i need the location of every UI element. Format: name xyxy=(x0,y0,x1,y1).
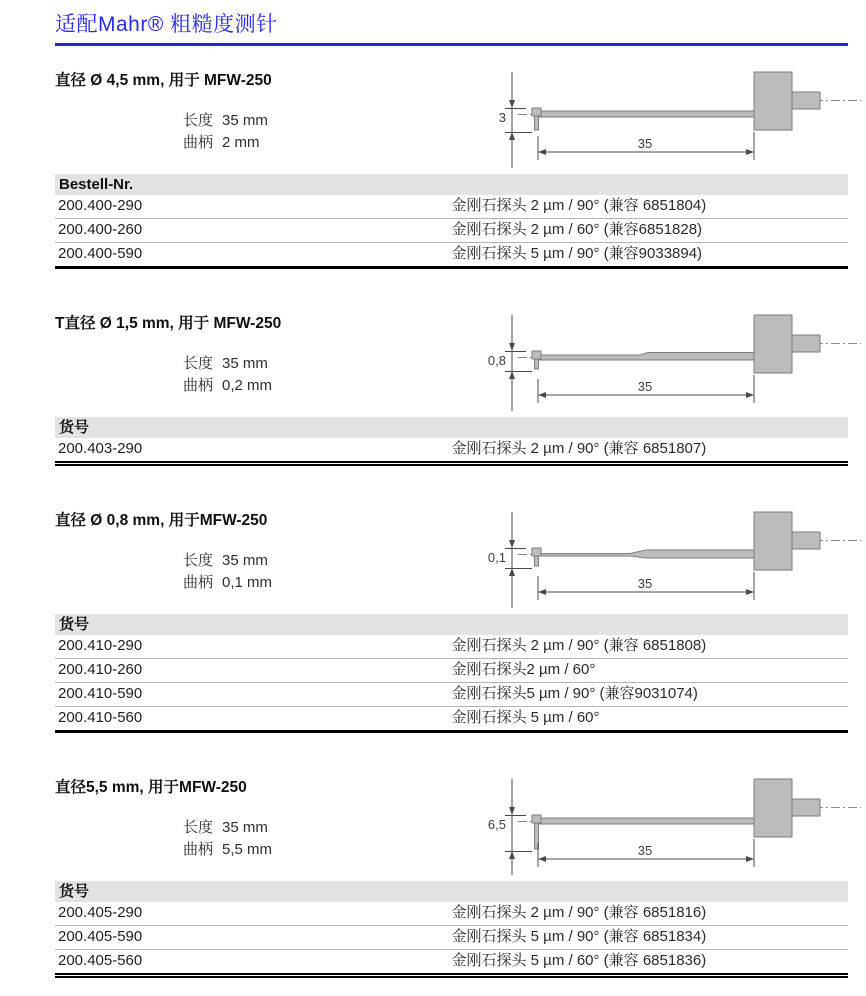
probe-shaft xyxy=(536,818,754,824)
holder-block xyxy=(754,512,792,570)
holder-stub xyxy=(792,335,820,352)
spec-crank-label: 曲柄 xyxy=(183,377,214,394)
probe-description: 金刚石探头 5 µm / 90° (兼容9033894) xyxy=(452,243,849,268)
table-row xyxy=(55,195,848,219)
table-row xyxy=(55,926,848,950)
dim-arrow-down xyxy=(509,540,515,548)
tip-diameter-dim-label: 0,8 xyxy=(487,353,506,368)
product-section xyxy=(55,512,848,733)
order-number: 200.405-560 xyxy=(55,950,452,976)
tip-diameter-dim-label: 6,5 xyxy=(487,817,506,832)
probe-description: 金刚石探头 2 µm / 90° (兼容 6851816) xyxy=(451,904,707,921)
probe-shaft xyxy=(536,550,754,558)
holder-stub xyxy=(792,92,820,109)
dim-arrow-up xyxy=(505,132,532,140)
table-row xyxy=(55,902,848,926)
product-section xyxy=(55,779,848,978)
table-row xyxy=(55,635,848,659)
spec-crank-value: 0,1 mm xyxy=(222,574,273,591)
section-heading: 直径 Ø 4,5 mm, 用于 MFW-250 xyxy=(55,72,272,89)
tip-diameter-dim-label: 0,1 xyxy=(487,550,506,565)
probe-description: 金刚石探头 5 µm / 90° (兼容 6851834) xyxy=(452,926,849,950)
tip-collar xyxy=(532,351,541,359)
order-number: 200.410-260 xyxy=(55,659,452,683)
length-dim-label: 35 xyxy=(637,576,653,591)
probe-technical-drawing xyxy=(482,60,862,172)
length-dim-label: 35 xyxy=(637,136,653,151)
table-body xyxy=(55,438,848,464)
table-row xyxy=(55,707,848,732)
spec-length-value: 35 mm xyxy=(222,552,268,569)
tip-needle xyxy=(535,359,539,369)
tip-collar xyxy=(532,548,541,556)
parts-table xyxy=(55,614,848,733)
table-row xyxy=(55,950,848,976)
probe-technical-drawing xyxy=(482,303,862,415)
table-header-row xyxy=(55,417,848,438)
spec-length-label: 长度 xyxy=(183,819,214,836)
page-title: 适配Mahr® 粗糙度测针 xyxy=(55,8,848,46)
spec-crank-value: 5,5 mm xyxy=(222,841,273,858)
probe-description: 金刚石探头 2 µm / 90° (兼容 6851804) xyxy=(451,197,707,214)
probe-description: 金刚石探头 5 µm / 60° xyxy=(452,707,849,732)
spec-length-value: 35 mm xyxy=(222,112,268,129)
section-heading: 直径 Ø 0,8 mm, 用于MFW-250 xyxy=(55,512,268,529)
probe-description: 金刚石探头2 µm / 60° xyxy=(452,659,849,683)
spec-length-label: 长度 xyxy=(183,355,214,372)
product-section xyxy=(55,315,848,466)
spec-length-label: 长度 xyxy=(183,552,214,569)
dim-arrow-up xyxy=(505,851,532,859)
dim-arrow-down xyxy=(509,807,515,815)
table-row xyxy=(55,659,848,683)
length-dim-label: 35 xyxy=(637,379,653,394)
dim-arrow-down xyxy=(509,343,515,351)
dim-arrow-down xyxy=(509,100,515,108)
table-header-row xyxy=(55,881,848,902)
table-header-label: 货号 xyxy=(55,881,848,902)
probe-shaft xyxy=(536,353,754,361)
probe-description: 金刚石探头 2 µm / 60° (兼容6851828) xyxy=(452,219,849,243)
order-number: 200.410-560 xyxy=(55,707,452,732)
product-section xyxy=(55,72,848,269)
table-header-row xyxy=(55,174,848,195)
probe-description: 金刚石探头5 µm / 90° (兼容9031074) xyxy=(452,683,849,707)
section-heading: 直径5,5 mm, 用于MFW-250 xyxy=(55,779,247,796)
parts-table xyxy=(55,881,848,978)
probe-technical-drawing xyxy=(482,500,862,612)
table-body xyxy=(55,195,848,268)
spec-crank-label: 曲柄 xyxy=(183,841,214,858)
table-row xyxy=(55,219,848,243)
table-header-label: Bestell-Nr. xyxy=(55,174,848,195)
spec-crank-value: 0,2 mm xyxy=(222,377,273,394)
length-dim-label: 35 xyxy=(637,843,653,858)
order-number: 200.400-290 xyxy=(58,197,143,214)
spec-length-label: 长度 xyxy=(183,112,214,129)
parts-table xyxy=(55,417,848,466)
spec-crank-label: 曲柄 xyxy=(183,574,214,591)
spec-crank-label: 曲柄 xyxy=(183,134,214,151)
holder-stub xyxy=(792,799,820,816)
probe-description: 金刚石探头 2 µm / 90° (兼容 6851807) xyxy=(451,440,707,457)
tip-diameter-dim-label: 3 xyxy=(498,110,506,125)
order-number: 200.400-590 xyxy=(55,243,452,268)
probe-technical-drawing xyxy=(482,767,862,879)
section-heading: T直径 Ø 1,5 mm, 用于 MFW-250 xyxy=(55,315,282,332)
tip-collar xyxy=(532,108,541,116)
tip-collar xyxy=(532,815,541,823)
table-row xyxy=(55,438,848,464)
holder-block xyxy=(754,779,792,837)
table-header-label: 货号 xyxy=(55,614,848,635)
probe-description: 金刚石探头 5 µm / 60° (兼容 6851836) xyxy=(452,950,849,976)
table-header-label: 货号 xyxy=(55,417,848,438)
holder-block xyxy=(754,72,792,130)
table-body xyxy=(55,635,848,732)
order-number: 200.410-290 xyxy=(58,637,143,654)
spec-length-value: 35 mm xyxy=(222,355,268,372)
dim-arrow-up xyxy=(505,371,532,379)
dim-arrow-up xyxy=(505,568,532,576)
order-number: 200.405-290 xyxy=(58,904,143,921)
table-row xyxy=(55,683,848,707)
spec-crank-value: 2 mm xyxy=(222,134,260,151)
parts-table xyxy=(55,174,848,269)
table-header-row xyxy=(55,614,848,635)
holder-block xyxy=(754,315,792,373)
sections xyxy=(55,72,848,978)
table-body xyxy=(55,902,848,976)
probe-description: 金刚石探头 2 µm / 90° (兼容 6851808) xyxy=(451,637,707,654)
tip-needle xyxy=(535,556,539,566)
spec-length-value: 35 mm xyxy=(222,819,268,836)
holder-stub xyxy=(792,532,820,549)
order-number: 200.410-590 xyxy=(55,683,452,707)
order-number: 200.405-590 xyxy=(55,926,452,950)
tip-needle xyxy=(535,116,539,130)
table-row xyxy=(55,243,848,268)
probe-shaft xyxy=(536,111,754,117)
order-number: 200.400-260 xyxy=(55,219,452,243)
order-number: 200.403-290 xyxy=(58,440,143,457)
